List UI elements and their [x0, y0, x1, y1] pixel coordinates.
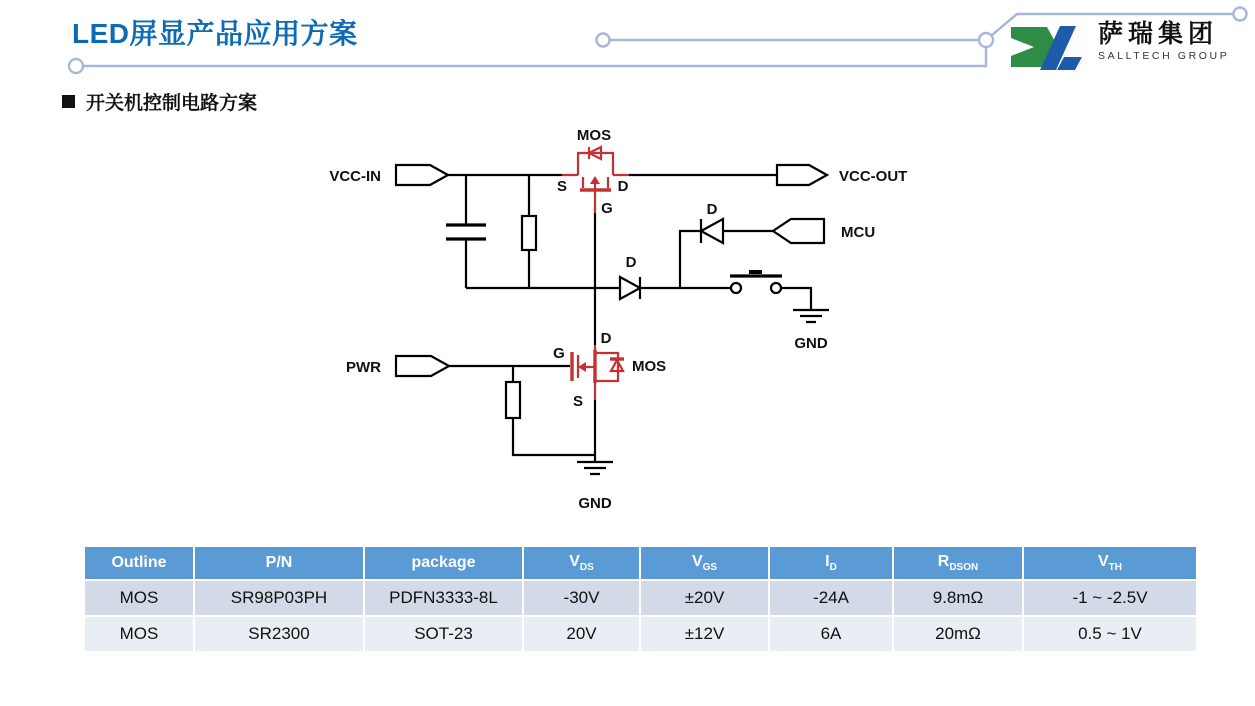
table-cell: -1 ~ -2.5V: [1024, 581, 1196, 615]
label-mos1: MOS: [576, 127, 612, 144]
decor-line-under-title: [84, 40, 986, 66]
table-cell: MOS: [85, 581, 193, 615]
spec-table-header: [85, 547, 1196, 579]
label-vcc-out: VCC-OUT: [839, 168, 908, 185]
company-name-en: SALLTECH GROUP: [1098, 49, 1230, 62]
col-header-p-n: P/N: [195, 547, 363, 579]
label-mos1-d: D: [617, 178, 629, 195]
wires: [448, 175, 811, 462]
spec-table-body: [85, 581, 1196, 651]
table-cell: SR98P03PH: [195, 581, 363, 615]
decor-node-icon: [1234, 8, 1247, 21]
diode-2: [701, 219, 723, 243]
col-header-vth: $V_{TH}$: [1024, 547, 1196, 579]
section-title: 开关机控制电路方案: [86, 93, 258, 114]
connector-mcu: [773, 219, 824, 243]
label-mos1-g: G: [601, 200, 613, 217]
decor-node-icon: [69, 59, 83, 73]
label-diode1-d: D: [625, 254, 637, 271]
connector-pwr: [396, 356, 449, 376]
push-button-switch: [730, 270, 782, 293]
spec-table: [83, 545, 1198, 653]
label-mcu: MCU: [841, 224, 876, 241]
company-logo: [1006, 20, 1229, 76]
table-row: [85, 581, 1196, 615]
connector-vcc-out: [777, 165, 827, 185]
label-mos2-g: G: [553, 345, 565, 362]
mosfet-2: [572, 345, 624, 400]
col-header-outline: Outline: [85, 547, 193, 579]
salltech-logo-icon: [1006, 20, 1088, 76]
label-gnd2: GND: [578, 495, 612, 512]
label-vcc-in: VCC-IN: [329, 168, 381, 185]
capacitor: [446, 225, 486, 239]
table-cell: 9.8mΩ: [894, 581, 1022, 615]
col-header-id: $I_D$: [770, 547, 892, 579]
col-header-vds: $V_{DS}$: [524, 547, 639, 579]
label-mos2: MOS: [632, 358, 667, 375]
col-header-vgs: $V_{GS}$: [641, 547, 768, 579]
connector-vcc-in: [396, 165, 448, 185]
table-cell: 6A: [770, 617, 892, 651]
diode-1: [620, 277, 640, 299]
label-mos2-s: S: [572, 393, 584, 410]
table-row: [85, 617, 1196, 651]
table-cell: SOT-23: [365, 617, 522, 651]
circuit-diagram: [0, 100, 1255, 530]
label-mos2-d: D: [600, 330, 612, 347]
label-diode2-d: D: [706, 201, 718, 218]
label-mos1-s: S: [556, 178, 568, 195]
decor-node-icon: [979, 33, 993, 47]
table-cell: ±20V: [641, 581, 768, 615]
col-header-rdson: $R_{DSON}$: [894, 547, 1022, 579]
resistor-1: [522, 216, 536, 250]
table-cell: MOS: [85, 617, 193, 651]
table-cell: 0.5 ~ 1V: [1024, 617, 1196, 651]
table-cell: 20V: [524, 617, 639, 651]
table-cell: PDFN3333-8L: [365, 581, 522, 615]
table-cell: 20mΩ: [894, 617, 1022, 651]
table-cell: -24A: [770, 581, 892, 615]
resistor-2: [506, 382, 520, 418]
label-pwr: PWR: [346, 359, 381, 376]
company-name-cn: 萨瑞集团: [1098, 20, 1219, 48]
table-cell: ±12V: [641, 617, 768, 651]
table-cell: -30V: [524, 581, 639, 615]
label-gnd1: GND: [794, 335, 828, 352]
ground-symbol-1: [793, 310, 829, 322]
ground-symbol-2: [577, 462, 613, 474]
decor-node-icon: [597, 34, 610, 47]
table-cell: SR2300: [195, 617, 363, 651]
col-header-package: package: [365, 547, 522, 579]
page-title: LED屏显产品应用方案: [72, 18, 358, 49]
